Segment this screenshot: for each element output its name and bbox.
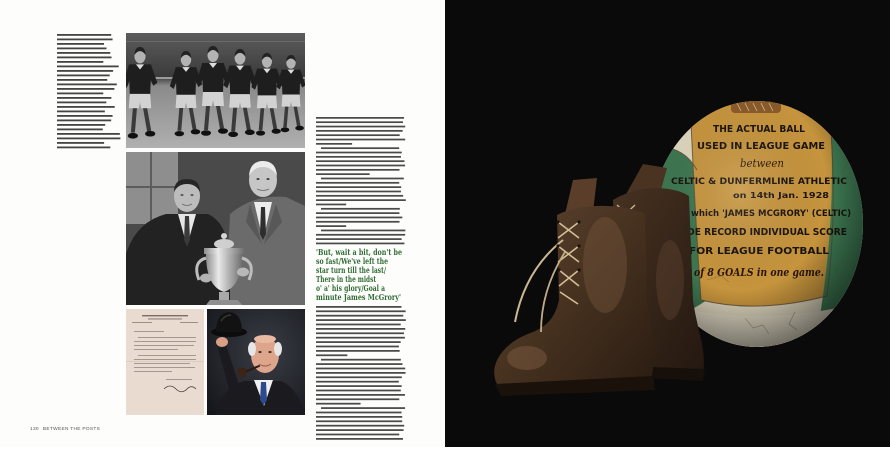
players-training-image — [126, 33, 305, 148]
text-line — [316, 173, 370, 175]
running-head: BETWEEN THE POSTS — [42, 427, 101, 432]
text-line — [57, 34, 111, 36]
text-line — [57, 43, 104, 45]
text-line — [57, 75, 110, 77]
text-line — [316, 152, 402, 154]
text-line — [316, 341, 401, 343]
fold-crease — [126, 361, 204, 362]
text-line — [316, 212, 399, 214]
text-line — [316, 390, 401, 392]
text-line — [57, 142, 104, 144]
letter-image — [126, 309, 204, 415]
text-line — [321, 208, 400, 210]
text-line — [316, 324, 401, 326]
text-line — [316, 143, 352, 145]
text-line — [57, 138, 120, 140]
text-line — [57, 61, 103, 63]
pull-quote-line: so fast/We've left the — [316, 256, 388, 266]
letter-photo — [126, 309, 204, 415]
text-line — [316, 199, 406, 201]
text-line — [57, 120, 111, 122]
text-line — [57, 102, 106, 104]
text-line — [321, 407, 405, 409]
pull-quote — [316, 248, 408, 304]
text-line — [316, 130, 403, 132]
hand — [200, 274, 212, 283]
text-line — [316, 160, 404, 162]
text-line — [316, 243, 404, 245]
text-line — [316, 328, 405, 330]
text-line — [316, 315, 403, 317]
text-line — [316, 385, 402, 387]
text-line — [57, 124, 105, 126]
man-with-bowler-hat-image — [207, 309, 305, 415]
text-line — [316, 346, 399, 348]
text-line — [316, 412, 402, 414]
text-line — [321, 178, 404, 180]
page-footer — [30, 427, 100, 432]
text-line — [57, 97, 111, 99]
text-line — [316, 225, 346, 227]
players-training-photo — [126, 33, 305, 148]
text-line — [316, 425, 404, 427]
text-line — [316, 234, 405, 236]
body-text-upper — [316, 117, 406, 247]
text-line — [57, 133, 120, 135]
caption-text-lines — [57, 34, 121, 151]
text-line — [316, 381, 399, 383]
text-line — [316, 319, 406, 321]
text-line — [321, 147, 399, 149]
text-line — [57, 93, 103, 95]
text-line — [57, 48, 106, 50]
text-line — [316, 221, 400, 223]
text-line — [316, 416, 402, 418]
text-line — [316, 434, 399, 436]
text-line — [316, 306, 401, 308]
text-line — [316, 403, 361, 405]
text-line — [316, 191, 401, 193]
hand — [237, 268, 249, 277]
text-line — [316, 139, 405, 141]
boot-highlight — [583, 217, 627, 313]
text-line — [316, 363, 402, 365]
pull-quote-line: star turn till the last/ — [316, 265, 387, 275]
text-line — [57, 70, 113, 72]
body-text-lines — [316, 306, 406, 442]
toe-cap-highlight — [507, 346, 547, 370]
text-line — [57, 115, 113, 117]
text-line — [316, 238, 402, 240]
text-line — [57, 88, 114, 90]
trophy-presentation-photo — [126, 152, 305, 305]
text-line — [57, 106, 115, 108]
text-line — [316, 121, 403, 123]
hand — [216, 337, 228, 347]
text-line — [316, 376, 402, 378]
text-line — [57, 111, 105, 113]
trophy-presentation-image — [126, 152, 305, 305]
text-line — [316, 310, 406, 312]
text-line — [57, 52, 110, 54]
text-line — [316, 394, 405, 396]
text-line — [57, 129, 103, 131]
text-line — [316, 195, 403, 197]
text-line — [316, 337, 405, 339]
text-line — [316, 204, 346, 206]
text-line — [57, 84, 117, 86]
man-with-bowler-hat-photo — [207, 309, 305, 415]
text-line — [316, 217, 402, 219]
text-line — [316, 398, 399, 400]
text-line — [57, 66, 119, 68]
right-page — [445, 0, 890, 447]
text-line — [316, 420, 402, 422]
text-line — [57, 79, 107, 81]
body-text-lower — [316, 306, 406, 442]
text-line — [57, 39, 113, 41]
text-line — [316, 438, 403, 440]
text-line — [316, 429, 404, 431]
page-number: 130 — [30, 427, 39, 432]
pull-quote-line: 'But, wait a bit, don't be — [316, 247, 402, 257]
left-page — [0, 0, 445, 447]
photo-captions — [57, 34, 121, 151]
text-line — [316, 156, 401, 158]
boot-highlight — [656, 240, 684, 320]
text-line — [57, 147, 110, 149]
text-line — [316, 117, 404, 119]
pull-quote-line: o' a' his glory/Goal a — [316, 283, 385, 293]
text-line — [321, 359, 401, 361]
text-line — [316, 372, 406, 374]
text-line — [316, 332, 404, 334]
pull-quote-line: minute James McGrory' — [316, 292, 401, 302]
window-frame — [126, 186, 178, 188]
text-line — [316, 165, 405, 167]
boots-and-ball-photo — [445, 0, 890, 447]
pull-quote-text — [316, 248, 408, 304]
body-text-lines — [316, 117, 406, 247]
text-line — [57, 57, 112, 59]
text-line — [316, 126, 405, 128]
text-line — [316, 354, 347, 356]
stand-rail — [126, 41, 305, 42]
text-line — [316, 182, 399, 184]
letter-paper — [126, 309, 204, 415]
pull-quote-line: There in the midst — [316, 274, 377, 284]
text-line — [316, 368, 405, 370]
text-line — [316, 186, 401, 188]
text-line — [316, 350, 400, 352]
text-line — [316, 169, 400, 171]
text-line — [321, 230, 405, 232]
text-line — [316, 134, 400, 136]
